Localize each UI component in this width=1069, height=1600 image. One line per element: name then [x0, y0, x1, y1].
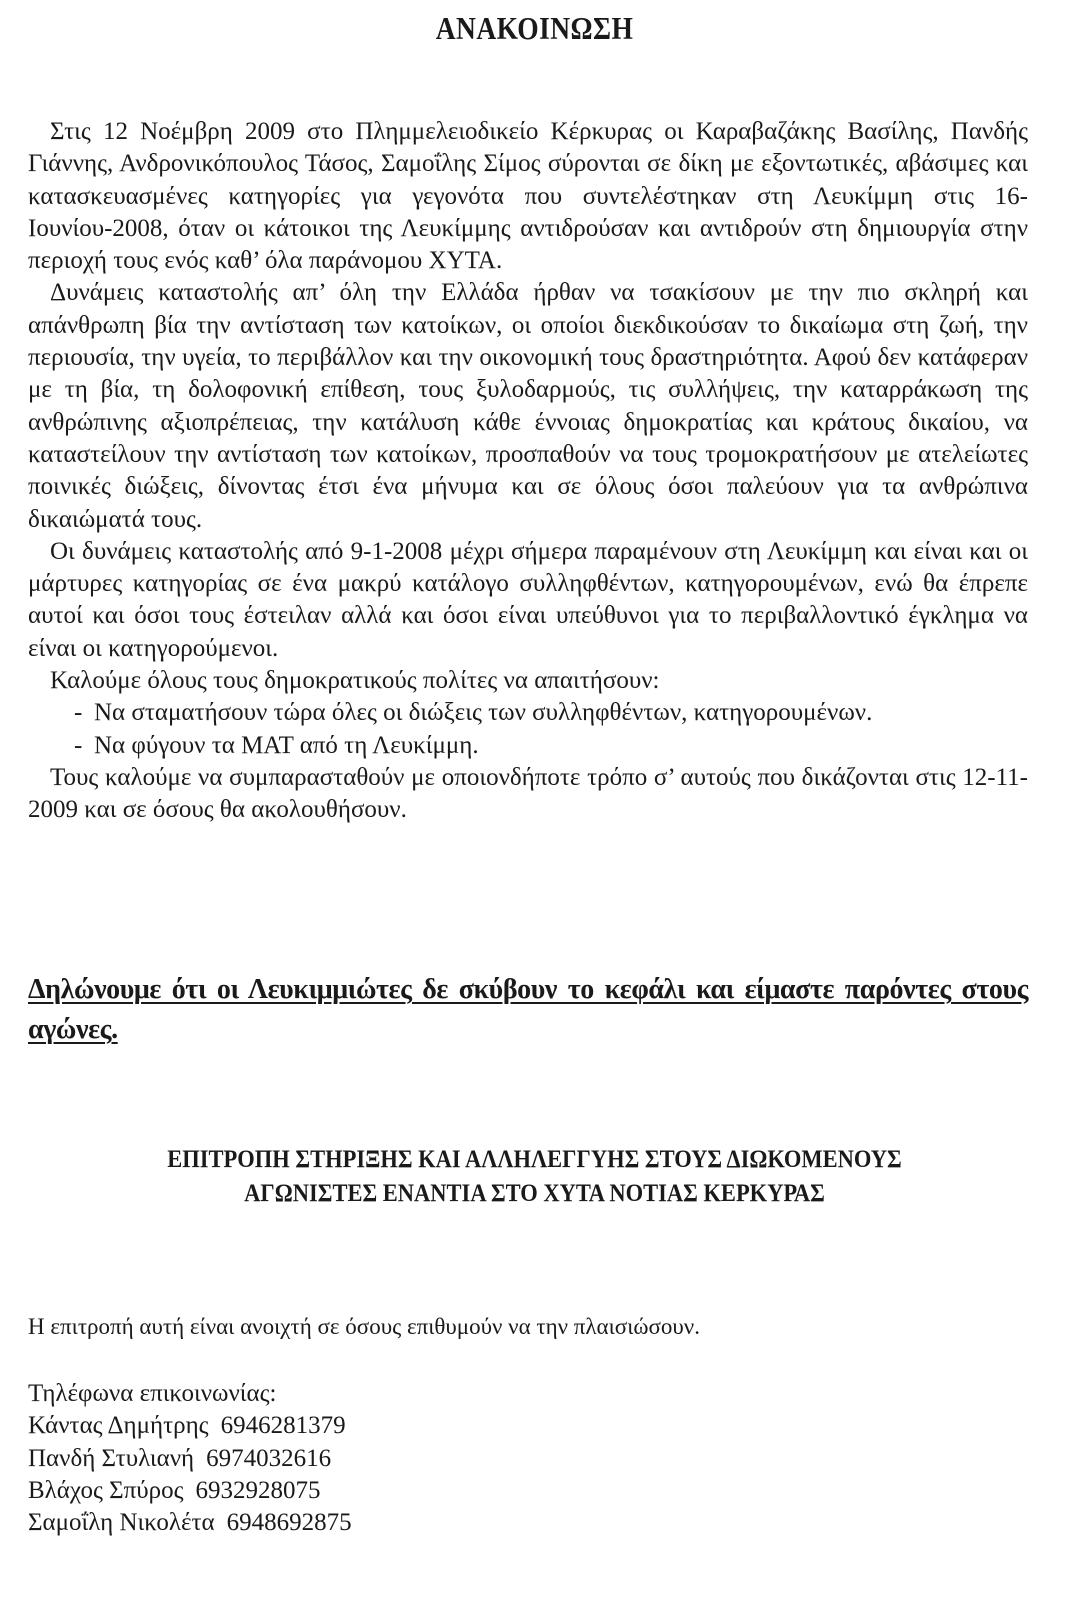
contact-name: Σαμοΐλη Νικολέτα — [28, 1509, 215, 1537]
demand-text: Να σταματήσουν τώρα όλες οι διώξεις των συλληφθέντων, κατηγορουμένων. — [94, 699, 873, 727]
demand-item — [28, 730, 1028, 762]
contacts-heading: Τηλέφωνα επικοινωνίας: — [28, 1380, 277, 1407]
demands-list — [28, 697, 1028, 762]
committee-line-2: ΑΓΩΝΙΣΤΕΣ ΕΝΑΝΤΙΑ ΣΤΟ ΧΥΤΑ ΝΟΤΙΑΣ ΚΕΡΚΥΡΑΣ — [244, 1180, 825, 1207]
demand-text: Να φύγουν τα ΜΑΤ από τη Λευκίμμη. — [94, 731, 479, 759]
contact-phone: 6974032616 — [206, 1444, 332, 1472]
paragraph-trial: Στις 12 Νοέμβρη 2009 στο Πλημμελειοδικείο Κέρκυρας οι Καραβαζάκης Βασίλης, Πανδής Γιάννης, Ανδρονικόπουλος Τάσος, Σαμοΐλης Σίμος σύρονται σε δίκη με εξοντωτικές, αβάσιμες και κατασκευασμένες κατηγορίες για γεγονότα που συντελέστηκαν στη Λευκίμμη στις 16-Ιουνίου-2008, όταν οι κάτοικοι της Λευκίμμης αντιδρούσαν και αντιδρούν στη δημιουργία στην περιοχή τους ενός καθ’ όλα παράνομου ΧΥΤΑ. — [28, 118, 1028, 275]
announcement-body — [28, 116, 1028, 827]
contact-row — [28, 1443, 352, 1475]
contact-phone: 6946281379 — [220, 1412, 346, 1440]
document-title: ΑΝΑΚΟΙΝΩΣΗ — [435, 10, 634, 46]
contact-phone: 6948692875 — [226, 1509, 352, 1537]
paragraph-repression: Δυνάμεις καταστολής απ’ όλη την Ελλάδα ήρθαν να τσακίσουν με την πιο σκληρή και απάνθρωπη βία την αντίσταση των κατοίκων, οι οποίοι διεκδικούσαν το δικαίωμα στη ζωή, την περιουσία, την υγεία, το περιβάλλον και την οικονομική τους δραστηριότητα. Αφού δεν κατάφεραν με τη βία, τη δολοφονική επίθεση, τους ξυλοδαρμούς, τις συλλήψεις, την καταρράκωση της ανθρώπινης αξιοπρέπειας, την κατάλυση κάθε έννοιας δημοκρατίας και κράτους δικαίου, να καταστείλουν την αντίσταση των κατοίκων, προσπαθούν να τους τρομοκρατήσουν με ατελείωτες ποινικές διώξεις, δίνοντας έτσι ένα μήνυμα και σε όλους όσοι παλεύουν για τα ανθρώπινα δικαιώματά τους. — [28, 279, 1028, 533]
contact-row — [28, 1475, 352, 1507]
list-marker: - — [74, 731, 83, 759]
contact-phone: 6932928075 — [195, 1476, 321, 1504]
list-marker: - — [74, 699, 83, 727]
paragraph-solidarity: Τους καλούμε να συμπαρασταθούν με οποιονδήποτε τρόπο σ’ αυτούς που δικάζονται στις 12-11-2009 και σε όσους θα ακολουθήσουν. — [28, 763, 1028, 824]
paragraph-call: Καλούμε όλους τους δημοκρατικούς πολίτες να απαιτήσουν: — [50, 667, 660, 695]
demand-item — [28, 697, 1028, 729]
paragraph-witnesses: Οι δυνάμεις καταστολής από 9-1-2008 μέχρι σήμερα παραμένουν στη Λευκίμμη και είναι και οι μάρτυρες κατηγορίας σε ένα μακρύ κατάλογο συλληφθέντων, κατηγορουμένων, ενώ θα έπρεπε αυτοί και όσοι τους έστειλαν αλλά και όσοι είναι υπεύθυνοι για το περιβαλλοντικό έγκλημα να είναι οι κατηγορούμενοι. — [28, 537, 1028, 662]
committee-signature — [0, 1143, 1069, 1211]
contact-row — [28, 1410, 352, 1442]
contact-row — [28, 1507, 352, 1539]
contact-list — [28, 1378, 352, 1539]
open-committee-note: Η επιτροπή αυτή είναι ανοιχτή σε όσους επιθυμούν να την πλαισιώσουν. — [28, 1314, 700, 1339]
contact-name: Κάντας Δημήτρης — [28, 1412, 209, 1440]
contact-name: Πανδή Στυλιανή — [28, 1444, 195, 1472]
contact-name: Βλάχος Σπύρος — [28, 1476, 184, 1504]
declaration-statement: Δηλώνουμε ότι οι Λευκιμμιώτες δε σκύβουν το κεφάλι και είμαστε παρόντες στους αγώνες. — [28, 974, 1028, 1045]
committee-line-1: ΕΠΙΤΡΟΠΗ ΣΤΗΡΙΞΗΣ ΚΑΙ ΑΛΛΗΛΕΓΓΥΗΣ ΣΤΟΥΣ ΔΙΩΚΟΜΕΝΟΥΣ — [167, 1146, 902, 1173]
